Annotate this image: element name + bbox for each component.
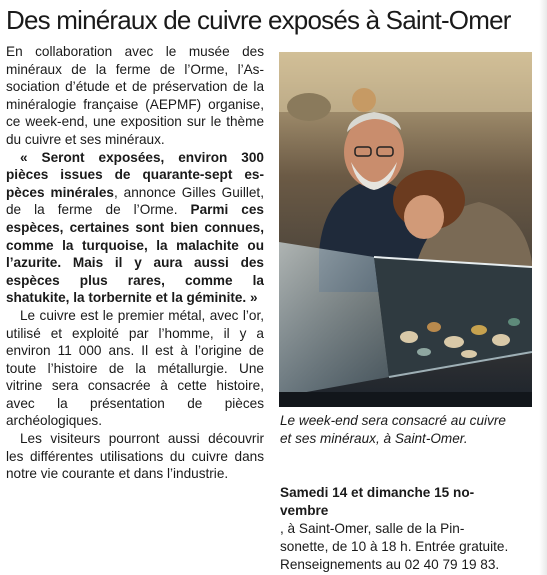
info-place: , à Saint-Omer, salle de la Pin- (280, 521, 465, 536)
intro-paragraph: En collaboration avec le musée des minéraux de la ferme de l’Orme, l’Association d’étude et de préservation de la minéralogie française (AEPMF) organise, ce week-end, une exposition sur le thème du cuivre et ses minéraux. (6, 44, 264, 147)
caption-line-1: Le week-end sera consacré au cuivre (280, 413, 506, 428)
article-body (6, 43, 264, 483)
info-dates-line (280, 484, 536, 502)
quote-text-2: Parmi ces espèces, certaines sont bien connues, comme la turquoise, la malachite ou l’azurite. Mais il y aura aussi des espèces plus rares, comme la shatukite, la torbernite et la géminite. » (6, 202, 264, 306)
quote-attribution: , annonce Gilles Guillet, de la ferme de l’Orme. (6, 184, 264, 218)
quote-paragraph (6, 149, 264, 307)
visitors-paragraph: Les visiteurs pourront aussi découvrir les différentes utilisations du cuivre dans notre vie courante et dans l’industrie. (6, 431, 264, 482)
info-contact-line: Renseignements au 02 40 79 19 83. (280, 557, 500, 572)
photo-caption (280, 412, 536, 447)
article-headline: Des minéraux de cuivre exposés à Saint-Omer (6, 5, 511, 35)
info-dates: Samedi 14 et dimanche 15 no- (280, 485, 475, 500)
quote-text-1: « Seront exposées, environ 300 pièces issues de quarante-sept espèces minérales (6, 149, 264, 200)
info-month: vembre (280, 503, 329, 518)
photo-illustration (279, 52, 532, 407)
exhibition-photo (279, 52, 532, 407)
practical-info (280, 484, 536, 574)
info-hours-line: sonette, de 10 à 18 h. Entrée gratuite. (280, 539, 509, 554)
page-edge (539, 0, 547, 575)
info-place-line (280, 502, 536, 538)
history-paragraph: Le cuivre est le premier métal, avec l’or, utilisé et exploité par l’homme, il y a environ 11 000 ans. Il est à l’origine de toute l’histoire de la métallurgie. Une vitrine sera consacrée à cette histoire, avec la présentation de pièces archéologiques. (6, 307, 264, 429)
caption-line-2: et ses minéraux, à Saint-Omer. (280, 430, 468, 446)
